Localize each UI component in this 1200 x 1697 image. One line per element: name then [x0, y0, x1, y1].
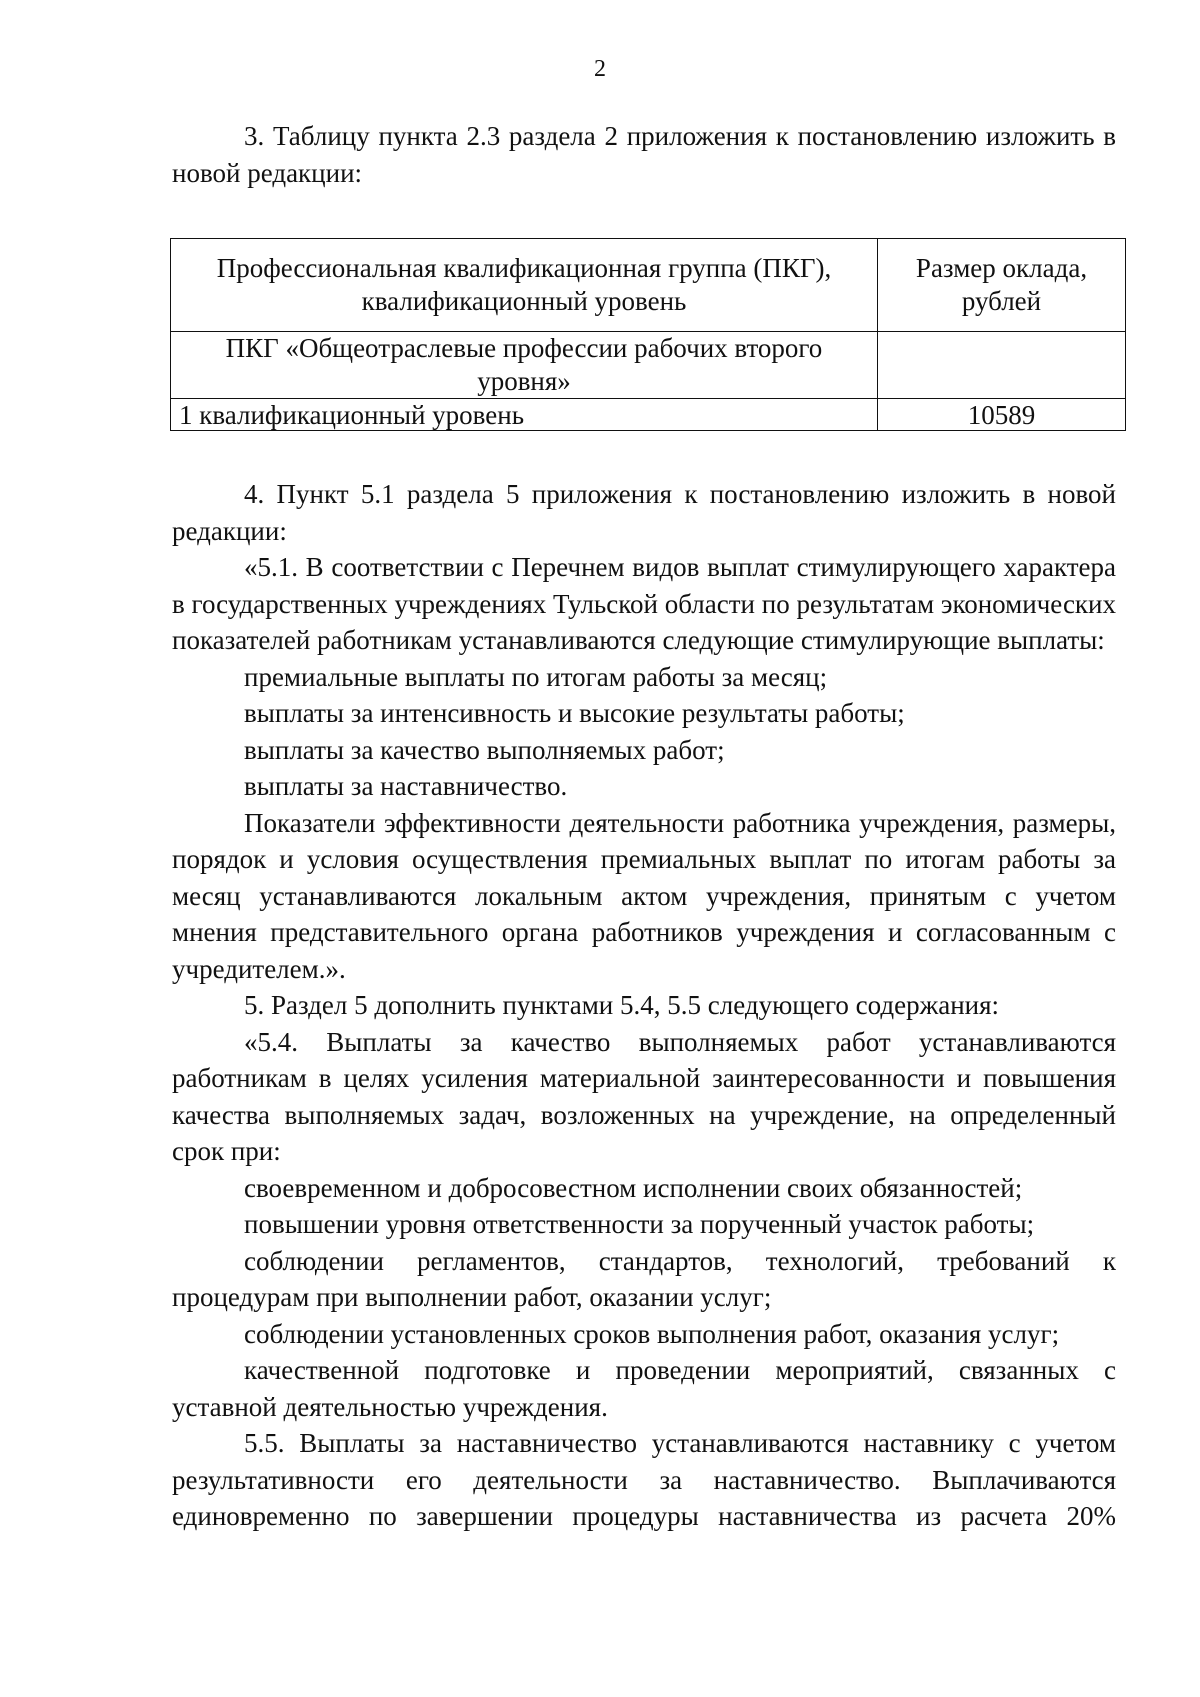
list-item: выплаты за качество выполняемых работ;	[244, 734, 725, 765]
document-body	[172, 118, 1116, 1535]
list-item: соблюдении установленных сроков выполнения работ, оказания услуг;	[244, 1318, 1060, 1349]
clause-5-1-intro: «5.1. В соответствии с Перечнем видов выплат стимулирующего характера в государственных учреждениях Тульской области по результатам экономических показателей работникам устанавливаются следующие стимулирующие выплаты:	[172, 552, 1116, 655]
header-salary-cell: Размер оклада, рублей	[878, 239, 1126, 332]
item-5-paragraph: 5. Раздел 5 дополнить пунктами 5.4, 5.5 следующего содержания:	[244, 990, 1000, 1020]
clause-5-5: 5.5. Выплаты за наставничество устанавливаются наставнику с учетом результативности его деятельности за наставничество. Выплачиваются единовременно по завершении процедуры наставничества из расчета 20%	[172, 1428, 1116, 1531]
item-4-paragraph: 4. Пункт 5.1 раздела 5 приложения к постановлению изложить в новой редакции:	[172, 479, 1116, 546]
list-item: соблюдении регламентов, стандартов, технологий, требований к процедурам при выполнении работ, оказании услуг;	[172, 1245, 1116, 1312]
item-3-paragraph: 3. Таблицу пункта 2.3 раздела 2 приложения к постановлению изложить в новой редакции:	[172, 121, 1116, 188]
table-row	[171, 399, 1126, 431]
pkg-value-cell	[878, 332, 1126, 399]
list-item: качественной подготовке и проведении мероприятий, связанных с уставной деятельностью учреждения.	[172, 1355, 1116, 1422]
table-header-row	[171, 239, 1126, 332]
page-number: 2	[594, 56, 606, 82]
list-item: выплаты за интенсивность и высокие результаты работы;	[244, 698, 905, 728]
salary-cell: 10589	[878, 399, 1126, 431]
list-item: своевременном и добросовестном исполнении своих обязанностей;	[244, 1172, 1023, 1203]
salary-table	[170, 238, 1126, 431]
list-item: премиальные выплаты по итогам работы за месяц;	[244, 661, 828, 692]
list-item: повышении уровня ответственности за порученный участок работы;	[244, 1209, 1035, 1239]
clause-5-1-indicators: Показатели эффективности деятельности работника учреждения, размеры, порядок и условия осуществления премиальных выплат по итогам работы за месяц устанавливаются локальным актом учреждения, принятым с учетом мнения представительного органа работников учреждения и согласованным с учредителем.».	[172, 807, 1116, 984]
level-cell: 1 квалификационный уровень	[171, 399, 878, 431]
pkg-name-cell: ПКГ «Общеотраслевые профессии рабочих второго уровня»	[171, 332, 878, 399]
list-item: выплаты за наставничество.	[244, 771, 568, 801]
table-pkg-row	[171, 332, 1126, 399]
header-group-cell: Профессиональная квалификационная группа (ПКГ), квалификационный уровень	[171, 239, 878, 332]
clause-5-4-intro: «5.4. Выплаты за качество выполняемых работ устанавливаются работникам в целях усиления материальной заинтересованности и повышения качества выполняемых задач, возложенных на учреждение, на определенный срок при:	[172, 1026, 1116, 1166]
